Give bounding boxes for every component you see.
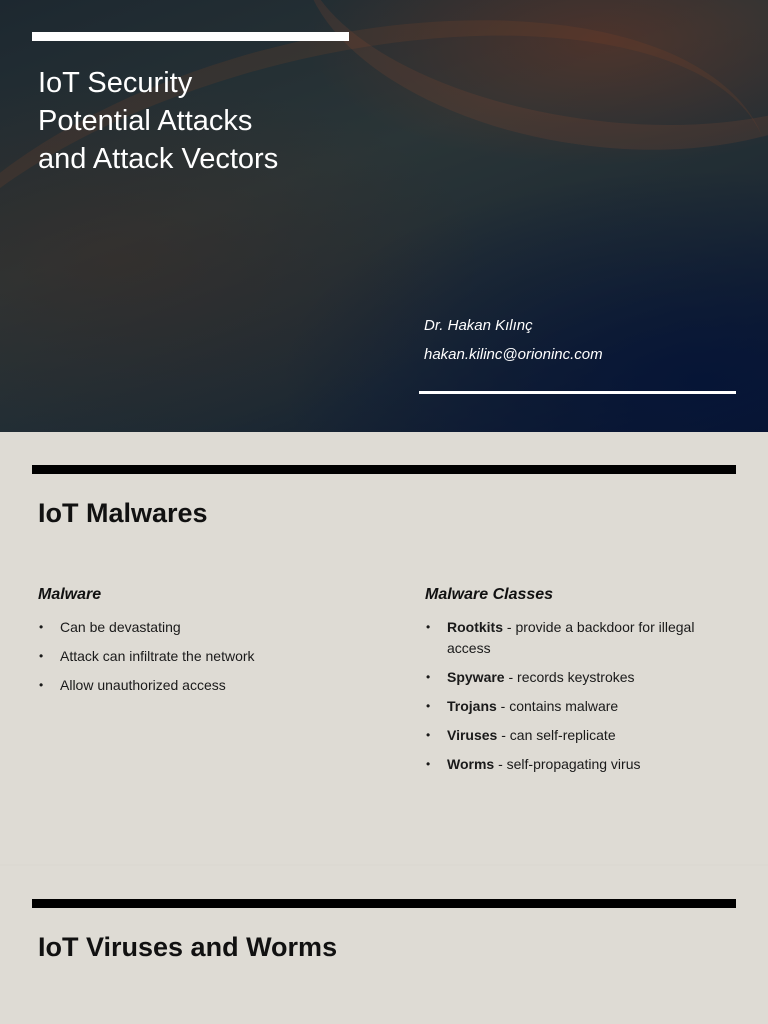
list-item: • Allow unauthorized access bbox=[39, 675, 379, 696]
list-item bbox=[426, 754, 726, 775]
term: Rootkits bbox=[447, 619, 503, 635]
term: Trojans bbox=[447, 698, 497, 714]
title-line-2: Potential Attacks bbox=[38, 105, 253, 137]
term: Viruses bbox=[447, 727, 498, 743]
list-item bbox=[426, 696, 726, 717]
accent-bar-top bbox=[32, 32, 349, 41]
list-item bbox=[426, 725, 726, 746]
list-item bbox=[426, 667, 726, 688]
title-slide bbox=[0, 0, 768, 432]
slide-heading: IoT Malwares bbox=[38, 498, 208, 528]
term-description: - can self-replicate bbox=[497, 727, 616, 743]
malware-classes-list bbox=[426, 617, 726, 783]
slide-header-bar bbox=[32, 465, 736, 474]
author-name: Dr. Hakan Kılınç bbox=[424, 317, 533, 334]
term: Worms bbox=[447, 756, 495, 772]
term: Spyware bbox=[447, 669, 505, 685]
term-description: - records keystrokes bbox=[504, 669, 635, 685]
malware-column-title: Malware bbox=[38, 586, 102, 603]
viruses-worms-slide bbox=[0, 866, 768, 1024]
slide-title bbox=[38, 64, 278, 178]
list-item: • Can be devastating bbox=[39, 617, 379, 638]
title-line-3: and Attack Vectors bbox=[38, 143, 279, 175]
malwares-slide bbox=[0, 432, 768, 864]
malware-classes-column-title: Malware Classes bbox=[425, 586, 554, 603]
slide-header-bar bbox=[32, 899, 736, 908]
title-line-1: IoT Security bbox=[38, 67, 193, 99]
list-item bbox=[426, 617, 726, 659]
author-email: hakan.kilinc@orioninc.com bbox=[424, 346, 603, 363]
term-description: - provide a backdoor for illegal access bbox=[447, 619, 695, 656]
malware-list bbox=[39, 617, 379, 704]
term-description: - self-propagating virus bbox=[494, 756, 641, 772]
term-description: - contains malware bbox=[496, 698, 619, 714]
accent-bar-bottom bbox=[419, 391, 736, 394]
list-item: • Attack can infiltrate the network bbox=[39, 646, 379, 667]
slide-heading: IoT Viruses and Worms bbox=[38, 932, 338, 962]
